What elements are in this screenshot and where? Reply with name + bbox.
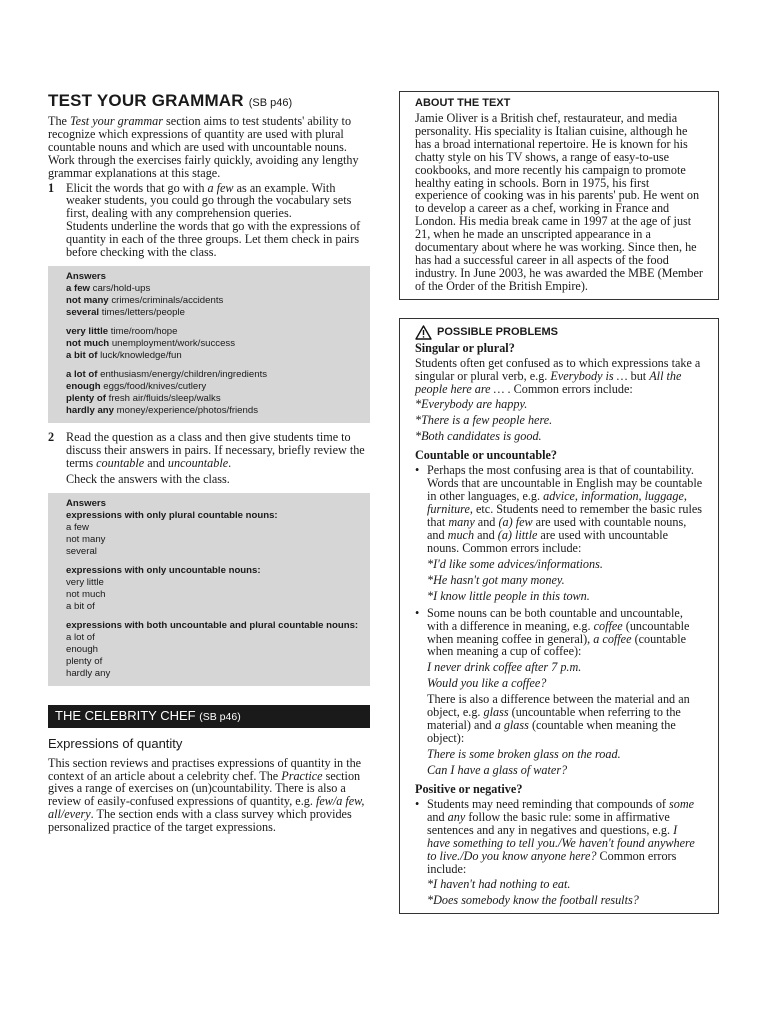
example-sentence: *Everybody are happy. (415, 397, 528, 412)
about-the-text-box (399, 91, 719, 300)
box-title: ABOUT THE TEXT (415, 97, 511, 109)
answer-line: plenty of (66, 655, 103, 667)
answer-line: enough eggs/food/knives/cutlery (66, 380, 207, 392)
item1-text-2: Students underline the words that go with the expressions of quantity in each of the three groups. Let them check in pairs before checking with the class. (66, 219, 361, 260)
answer-line: enough (66, 643, 99, 655)
warning-icon (415, 325, 432, 340)
example-list (415, 398, 703, 443)
answers-list (66, 510, 360, 680)
example-sentence: *Both candidates is good. (415, 429, 542, 444)
answers-title: Answers (66, 497, 106, 509)
item-number: 2 (48, 429, 55, 444)
numbered-item-1 (48, 182, 370, 259)
answer-group (66, 369, 360, 417)
answer-line: a bit of luck/knowledge/fun (66, 349, 182, 361)
example-sentence: *I know little people in this town. (427, 588, 590, 603)
example-sentence: *There is a few people here. (415, 413, 553, 428)
heading-text: TEST YOUR GRAMMAR (48, 91, 244, 110)
example-sentence: Can I have a glass of water? (427, 763, 568, 777)
intro-text: The Test your grammar section aims to test students' ability to recognize which expressions of quantity are used with plural countable nouns and which are used with uncountable nouns. Work through the exercises fairly quickly, avoiding any lengthy grammar explanations at this stage. (48, 114, 359, 180)
sb-reference: (SB p46) (248, 97, 293, 109)
answer-line: several times/letters/people (66, 306, 185, 318)
example-sentence: Would you like a coffee? (427, 676, 547, 691)
item2-text-2: Check the answers with the class. (66, 471, 230, 486)
numbered-item-2 (48, 431, 370, 486)
right-column (399, 91, 719, 914)
left-column (48, 91, 370, 834)
answer-group (66, 326, 360, 362)
subheading: Singular or plural? (415, 340, 515, 355)
example-list (427, 558, 703, 603)
answer-line: several (66, 545, 97, 557)
intro-paragraph (48, 115, 370, 180)
example-sentence: I never drink coffee after 7 p.m. (427, 660, 582, 675)
s2-b2-text: • Some nouns can be both countable and uncountable, with a difference in meaning, e.g. coffee (uncountable when meaning coffee in general), a coffee (countable when meaning a cup of coffee): (427, 605, 690, 659)
example-list (427, 878, 703, 907)
answer-line: a bit of (66, 600, 95, 612)
answer-line: not many crimes/criminals/accidents (66, 294, 224, 306)
box-title-text: POSSIBLE PROBLEMS (437, 325, 559, 338)
s1-text: Students often get confused as to which expressions take a singular or plural verb, e.g. Everybody is … but All the people here are … . Common errors include: (415, 355, 701, 396)
answers-box-1 (48, 266, 370, 423)
bullet-item (415, 464, 703, 602)
about-body: Jamie Oliver is a British chef, restaurateur, and media personality. His speciality is Italian cuisine, although he has a broad international repertoire. He is known for his chatty style on his TV shows, a range of easy-to-use cookbooks, and more recently his campaign to promote healthy eating in schools. Born in 1975, his first experience of cooking was in his parents' pub. He went on to develop a career as a chef, working in France and London. His media break came in 1997 at the age of just 21, when he made an unscripted appearance in a documentary about where he was working. Since then, he has had a successful career in all aspects of the food industry. In June 2003, he was awarded the MBE (Member of the Order of the British Empire). (415, 111, 703, 293)
answers-list (66, 283, 360, 417)
answer-group: expressions with both uncountable and plural countable nouns: a lot of enough plenty of hardly any (66, 619, 359, 679)
celebrity-body (48, 757, 370, 834)
example-sentence: There is some broken glass on the road. (427, 747, 621, 761)
subheading: Countable or uncountable? (415, 448, 557, 463)
answer-line: a few cars/hold-ups (66, 282, 151, 294)
section-heading-test-your-grammar (48, 91, 370, 113)
item2-text: Read the question as a class and then give students time to discuss their answers in pairs. If necessary, briefly review the terms countable and uncountable. (66, 429, 365, 470)
answers-title: Answers (66, 270, 106, 282)
s2-b2-cont: There is also a difference between the material and an object, e.g. glass (uncountable when referring to the material) and a glass (countable when meaning the object): (427, 692, 690, 746)
answer-line: very little (66, 576, 104, 588)
s3-b1-text: • Students may need reminding that compounds of some and any follow the basic rule: some in affirmative sentences and any in negatives and questions, e.g. I have something to tell you./We haven't found anywhere to live./Do you know anyone here? Common errors include: (427, 797, 695, 876)
sb-reference: (SB p46) (199, 710, 241, 723)
answer-line: very little time/room/hope (66, 325, 178, 337)
answer-line: a lot of enthusiasm/energy/children/ingredients (66, 368, 268, 380)
answer-line: a lot of (66, 631, 95, 643)
answer-group: expressions with only uncountable nouns: very little not much a bit of (66, 565, 360, 613)
banner-text: THE CELEBRITY CHEF (55, 707, 196, 723)
answer-line: plenty of fresh air/fluids/sleep/walks (66, 392, 221, 404)
answer-line: not much (66, 588, 106, 600)
item1-text: Elicit the words that go with a few as an example. With weaker students, you could go through the vocabulary sets first, dealing with any comprehension queries. (66, 180, 352, 221)
example-sentence: *He hasn't got many money. (427, 572, 565, 587)
example-list (427, 748, 703, 777)
answer-line: not many (66, 533, 106, 545)
celebrity-text: This section reviews and practises expressions of quantity in the context of an article about a celebrity chef. The Practice section gives a range of exercises on (un)countability. There is also a review of easily-confused expressions of quantity, e.g. few/a few, all/every. The section ends with a class survey which provides personalized practice of the target expressions. (48, 755, 365, 835)
bullet-item (415, 607, 703, 777)
section-banner-celebrity-chef (48, 705, 370, 728)
answer-line: hardly any (66, 667, 111, 679)
answer-line: a few (66, 521, 89, 533)
box-title (415, 325, 703, 340)
bullet-item (415, 798, 703, 907)
answer-group: expressions with only plural countable nouns: a few not many several (66, 510, 360, 558)
possible-problems-box (399, 318, 719, 915)
problems-s1-text (415, 357, 703, 396)
subheading: Positive or negative? (415, 782, 523, 796)
subheading-expressions-of-quantity: Expressions of quantity (48, 735, 183, 751)
answers-box-2 (48, 493, 370, 686)
example-sentence: *I haven't had nothing to eat. (427, 877, 571, 892)
example-sentence: *Does somebody know the football results? (427, 893, 639, 908)
item-number: 1 (48, 180, 55, 195)
example-list (427, 661, 703, 690)
example-sentence: *I'd like some advices/informations. (427, 556, 603, 571)
answer-line: not much unemployment/work/success (66, 337, 236, 349)
s2-b1-text: • Perhaps the most confusing area is that of countability. Words that are uncountable in English may be countable in other languages, e.g. advice, information, luggage, furniture, etc. Students need to remember the basic rules that many and (a) few are used with countable nouns, and much and (a) little are used with uncountable nouns. Common errors include: (427, 463, 703, 555)
answer-line: hardly any money/experience/photos/friends (66, 404, 258, 416)
answer-group (66, 283, 360, 319)
